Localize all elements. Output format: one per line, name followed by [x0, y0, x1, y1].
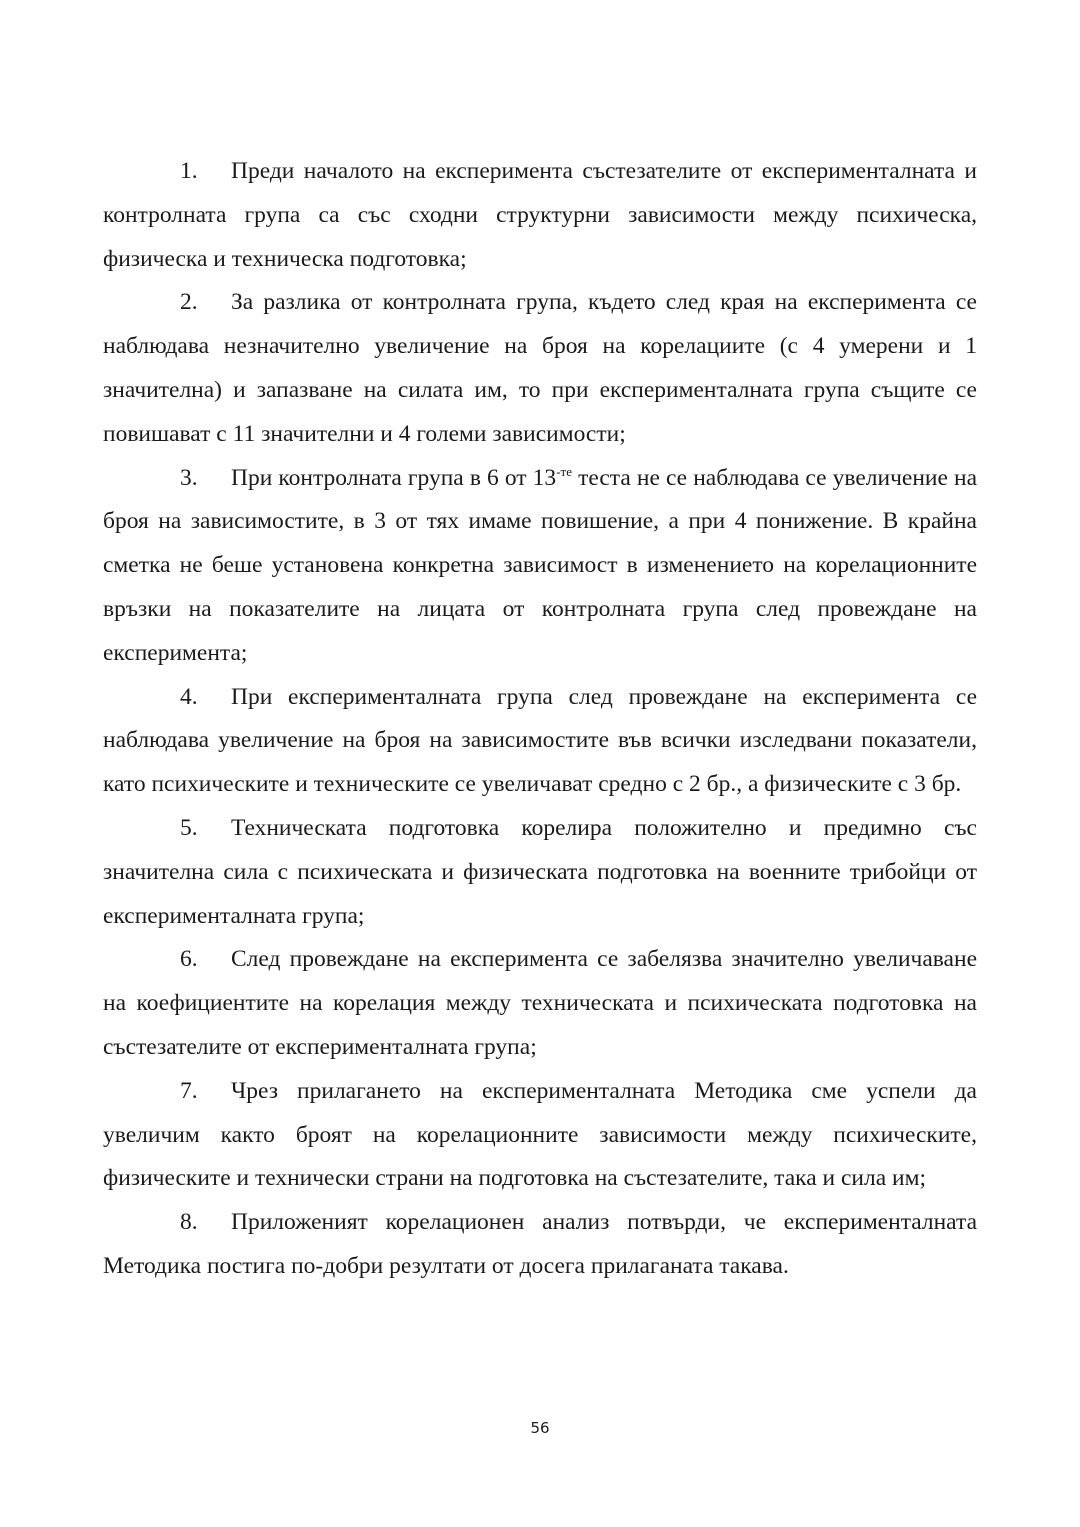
item-text: След провеждане на експеримента се забелязва значително увеличаване на коефициентите на корелация между техническата и психическата подготовка на състезателите от експерименталната група;	[103, 946, 977, 1060]
list-item-1	[103, 150, 977, 281]
item-text: За разлика от контролната група, където след края на експеримента се наблюдава незначително увеличение на броя на корелациите (с 4 умерени и 1 значителна) и запазване на силата им, то при експерименталната група същите се повишават с 11 значителни и 4 големи зависимости;	[103, 289, 977, 447]
item-number: 8.	[180, 1209, 198, 1236]
conclusions-list	[103, 150, 977, 1289]
list-item-6	[103, 938, 977, 1069]
item-text: Техническата подготовка корелира положително и предимно със значителна сила с психическата и физическата подготовка на военните трибойци от експерименталната група;	[103, 814, 977, 929]
item-text: Приложеният корелационен анализ потвърди, че експерименталната Методика постига по-добри резултати от досега прилаганата такава.	[103, 1209, 977, 1279]
item-superscript: -те	[556, 463, 572, 479]
item-number: 2.	[180, 289, 198, 316]
item-text: Чрез прилагането на експерименталната Методика сме успели да увеличим както броят на корелационните зависимости между психическите, физическите и технически страни на подготовка на състезателите, така и сила им;	[103, 1077, 977, 1192]
item-number: 7.	[180, 1077, 198, 1104]
list-item-4	[103, 676, 977, 807]
list-item-3	[103, 457, 977, 676]
item-number: 4.	[180, 683, 198, 710]
item-number: 6.	[180, 946, 198, 973]
list-item-2	[103, 281, 977, 456]
item-text: При експерименталната група след провеждане на експеримента се наблюдава увеличение на броя на зависимостите във всички изследвани показатели, като психическите и техническите се увеличават средно с 2 бр., а физическите с 3 бр.	[103, 683, 977, 798]
item-number: 1.	[180, 158, 198, 184]
item-text-after: теста не се наблюдава се увеличение на броя на зависимостите, в 3 от тях имаме повишение, а при 4 понижение. В крайна сметка не беше установена конкретна зависимост в изменението на корелационните връзки на показателите на лицата от контролната група след провеждане на експеримента;	[103, 464, 977, 666]
list-item-5	[103, 807, 977, 938]
page-number: 56	[530, 1419, 550, 1437]
list-item-8	[103, 1201, 977, 1289]
item-number: 5.	[180, 814, 198, 841]
item-text: Преди началото на експеримента състезателите от експерименталната и контролната група са със сходни структурни зависимости между психическа, физическа и техническа подготовка;	[103, 158, 977, 272]
list-item-7	[103, 1070, 977, 1201]
item-number: 3.	[180, 464, 198, 491]
item-text-before: При контролната група в 6 от 13	[231, 464, 557, 491]
